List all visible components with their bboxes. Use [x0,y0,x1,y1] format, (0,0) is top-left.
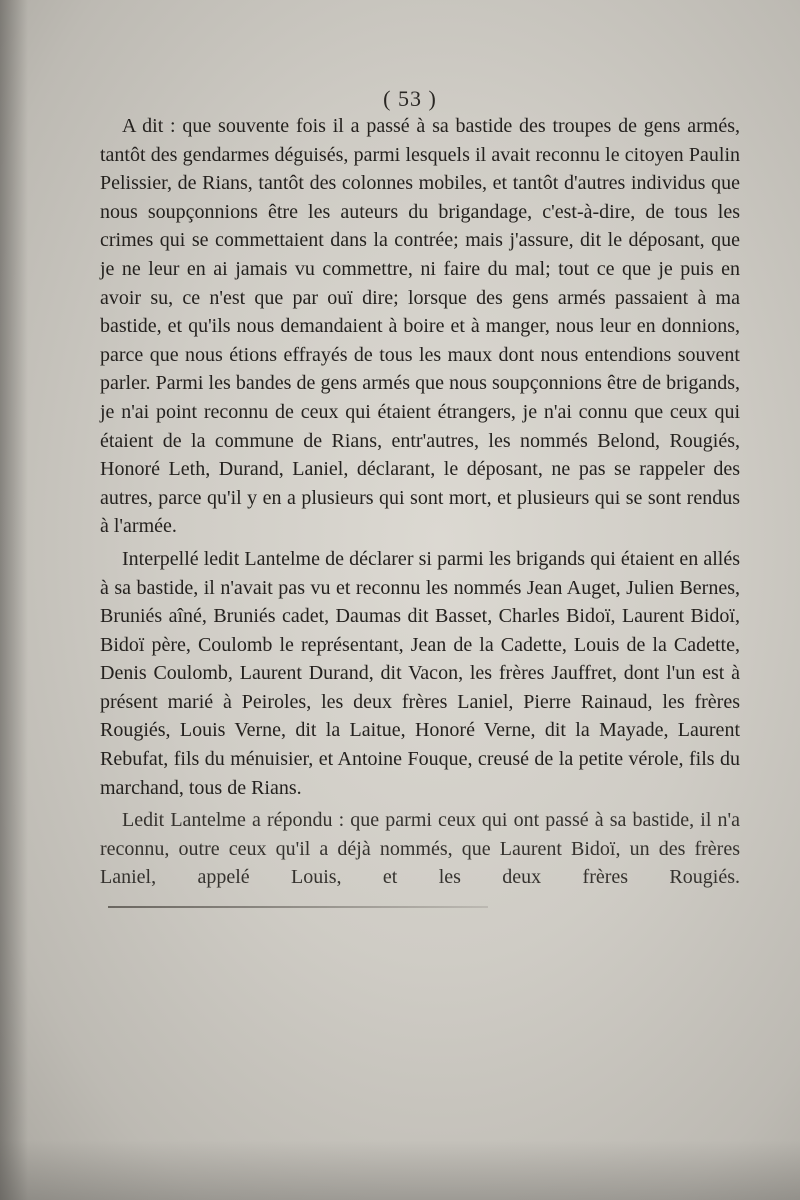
body-text [100,112,740,925]
paragraph-deposition: A dit : que souvente fois il a passé à sa bastide des troupes de gens armés, tantôt des gendarmes déguisés, parmi lesquels il avait reconnu le citoyen Paulin Pelissier, de Rians, tantôt des colonnes mobiles, et tantôt d'autres individus que nous soupçonnions être les auteurs du brigandage, c'est-à-dire, de tous les crimes qui se commettaient dans la contrée; mais j'assure, dit le déposant, que je ne leur en ai jamais vu commettre, ni faire du mal; tout ce que je puis en avoir su, ce n'est que par ouï dire; lorsque des gens armés passaient à ma bastide, et qu'ils nous demandaient à boire et à manger, nous leur en donnions, parce que nous étions effrayés de tous les maux dont nous entendions souvent parler. Parmi les bandes de gens armés que nous soupçonnions être de brigands, je n'ai point reconnu de ceux qui étaient étrangers, je n'ai connu que ceux qui étaient de la commune de Rians, entr'autres, les nommés Belond, Rougiés, Honoré Leth, Durand, Laniel, déclarant, le déposant, ne pas se rappeler des autres, parce qu'il y en a plusieurs qui sont mort, et plusieurs qui se sont rendus à l'armée. [100,115,740,538]
paragraph-interpellation: Interpellé ledit Lantelme de déclarer si parmi les brigands qui étaient en allés à sa bastide, il n'avait pas vu et reconnu les nommés Jean Auget, Julien Bernes, Bruniés aîné, Bruniés cadet, Daumas dit Basset, Charles Bidoï, Laurent Bidoï, Bidoï père, Coulomb le représentant, Jean de la Cadette, Louis de la Cadette, Denis Coulomb, Laurent Durand, dit Vacon, les frères Jauffret, dont l'un est à présent marié à Peiroles, les deux frères Laniel, Pierre Rainaud, les frères Rougiés, Louis Verne, dit la Laitue, Honoré Verne, dit la Mayade, Laurent Rebufat, fils du ménuisier, et Antoine Fouque, creusé de la petite vérole, fils du marchand, tous de Rians. [100,547,740,799]
closing-rule [108,906,488,908]
page-bottom-shadow [0,1140,800,1200]
page-edge-shadow [0,0,28,1200]
paragraph-response-text: Ledit Lantelme a répondu : que parmi ceux qui ont passé à sa bastide, il n'a reconnu, outre ceux qu'il a déjà nommés, que Laurent Bidoï, un des frères Laniel, appelé Louis, et les deux frères Rougiés. [100,809,740,889]
page-number: ( 53 ) [383,86,437,111]
paragraph-response [100,806,740,920]
